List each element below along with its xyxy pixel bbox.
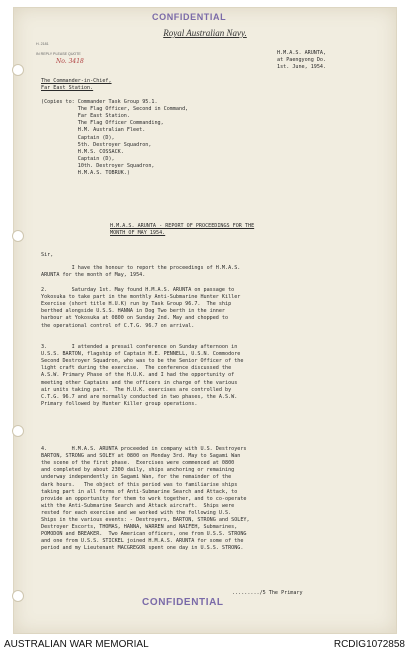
letter-date: 1st. June, 1954. (277, 64, 327, 70)
sender-location: at Paengyong Do. (277, 57, 327, 63)
paragraph-line: period and my Lieutenant MACGREGOR spent one day in U.S.S. STRONG. (41, 545, 244, 552)
paragraph-line: Yokosuka to take part in the monthly Anti-Submarine Hunter Killer (41, 294, 241, 301)
paragraph-line: BARTON, STRONG and SOLEY at 0800 on Monday 3rd. May to Sagami Wan (41, 453, 241, 460)
paragraph-line: the scene of the first phase. Exercises were commenced at 0800 (41, 460, 235, 467)
copies-line: (Copies to: Commander Task Group 95.1. (41, 99, 158, 105)
paragraph-line: light craft during the exercise. The conference discussed the (41, 365, 232, 372)
reply-quote-label: IN REPLY PLEASE QUOTE (36, 52, 81, 56)
paragraph-line: berthed alongside U.S.S. HANNA in Dog Two berth in the inner (41, 308, 226, 315)
paragraph-line: air units taking part. The H.U.K. exercises are controlled by (41, 386, 232, 393)
punch-hole (12, 64, 24, 76)
paragraph-line: U.S.S. BARTON, flagship of Captain H.E. PENNELL, U.S.N. Commodore (41, 351, 241, 358)
paragraph-line: meeting other Captains and the officers in charge of the various (41, 379, 238, 386)
paragraph-line: provide an opportunity for them to work together, and to co-operate (41, 495, 247, 502)
copies-line: Far East Station. (41, 113, 130, 120)
punch-hole (12, 590, 24, 602)
paragraph-line: C.T.G. 96.7 and are normally conducted in two phases, the A.S.W. (41, 393, 238, 400)
addressee-line-1: The Commander-in-Chief, (41, 78, 112, 84)
punch-hole (12, 425, 24, 437)
paragraph-line: harbour at Yokosuka at 0800 on Sunday 2nd. May and chopped to (41, 315, 229, 322)
copies-line: Captain (D), (41, 134, 115, 141)
archive-credit: AUSTRALIAN WAR MEMORIAL (4, 639, 149, 650)
copies-line: H.M.S. COSSACK. (41, 148, 124, 155)
subject-line-1: H.M.A.S. ARUNTA - REPORT OF PROCEEDINGS FOR THE (110, 223, 255, 229)
copies-line: H.M.A.S. TOBRUK.) (41, 170, 130, 176)
confidential-stamp-bottom: CONFIDENTIAL (142, 597, 224, 608)
paragraph-line: 2. Saturday 1st. May found H.M.A.S. ARUNTA on passage to (41, 287, 235, 293)
paragraph-line: Exercise (short title H.U.K) run by Task Group 96.7. The ship (41, 301, 232, 308)
continuation-note: ........./5 The Primary (232, 590, 303, 596)
paragraph-line: Second Destroyer Squadron, who was to be the Senior Officer of the (41, 358, 244, 365)
paragraph-line: with the Anti-Submarine Search and Attack aircraft. Ships were (41, 502, 235, 509)
confidential-stamp-top: CONFIDENTIAL (152, 12, 227, 22)
paragraph-line: 3. I attended a presail conference on Sunday afternoon in (41, 344, 238, 350)
copies-line: Captain (D), (41, 155, 115, 162)
paragraph-line: Ships in the various events: - Destroyers, BARTON, STRONG and SOLEY, (41, 517, 250, 523)
subject-line-2: MONTH OF MAY 1954. (110, 230, 166, 236)
punch-hole (12, 230, 24, 242)
paragraph-line: underway independently in Sagami Wan, for the remainder of the (41, 474, 232, 481)
paragraph-line: ARUNTA for the month of May, 1954. (41, 272, 146, 279)
paragraph-line: POMODON and BREAKER. Two American officers, one from U.S.S. STRONG (41, 531, 247, 538)
paragraph-line: rested for each exercise and we worked with the following U.S. (41, 509, 232, 516)
salutation: Sir, (41, 252, 54, 258)
record-id: RCDIG1072858 (333, 639, 405, 650)
paragraph-line: Destroyer Escorts, THOMAS, HANNA, WARREN and NAIFEH, Submarines, (41, 524, 238, 531)
document-page (13, 7, 397, 634)
file-number: No. 3418 (56, 58, 84, 65)
paragraph-line: taking part in all forms of Anti-Submarine Search and Attack, to (41, 488, 238, 495)
addressee-line-2: Far East Station. (41, 85, 94, 91)
paragraph-line: A.S.W. Primary Phase of the H.U.K. and I had the opportunity of (41, 372, 235, 379)
paragraph-line: Primary followed by Hunter Killer group operations. (41, 400, 198, 407)
copies-line: 10th. Destroyer Squadron, (41, 162, 155, 169)
copies-line: H.M. Australian Fleet. (41, 127, 146, 134)
sender-ship: H.M.A.S. ARUNTA, (277, 50, 327, 56)
paragraph-line: and completed by about 2300 daily, ships anchoring or remaining (41, 467, 235, 474)
paragraph-line: and one from U.S.S. STICKEL joined H.M.A.S. ARUNTA for some of the (41, 538, 244, 545)
paragraph-line: I have the honour to report the proceedings of H.M.A.S. (41, 265, 241, 271)
paragraph-line: dark hours. The object of this period was to familiarise ships (41, 481, 238, 488)
paragraph-line: the operational control of C.T.G. 96.7 on arrival. (41, 322, 195, 329)
marginal-note: H. 2181 (36, 42, 49, 46)
copies-line: The Flag Officer Commanding, (41, 120, 164, 127)
copies-line: The Flag Officer, Second in Command, (41, 106, 189, 113)
letterhead: Royal Australian Navy. (163, 28, 247, 38)
copies-line: 5th. Destroyer Squadron, (41, 141, 152, 148)
paragraph-line: 4. H.M.A.S. ARUNTA proceeded in company with U.S. Destroyers (41, 446, 247, 452)
